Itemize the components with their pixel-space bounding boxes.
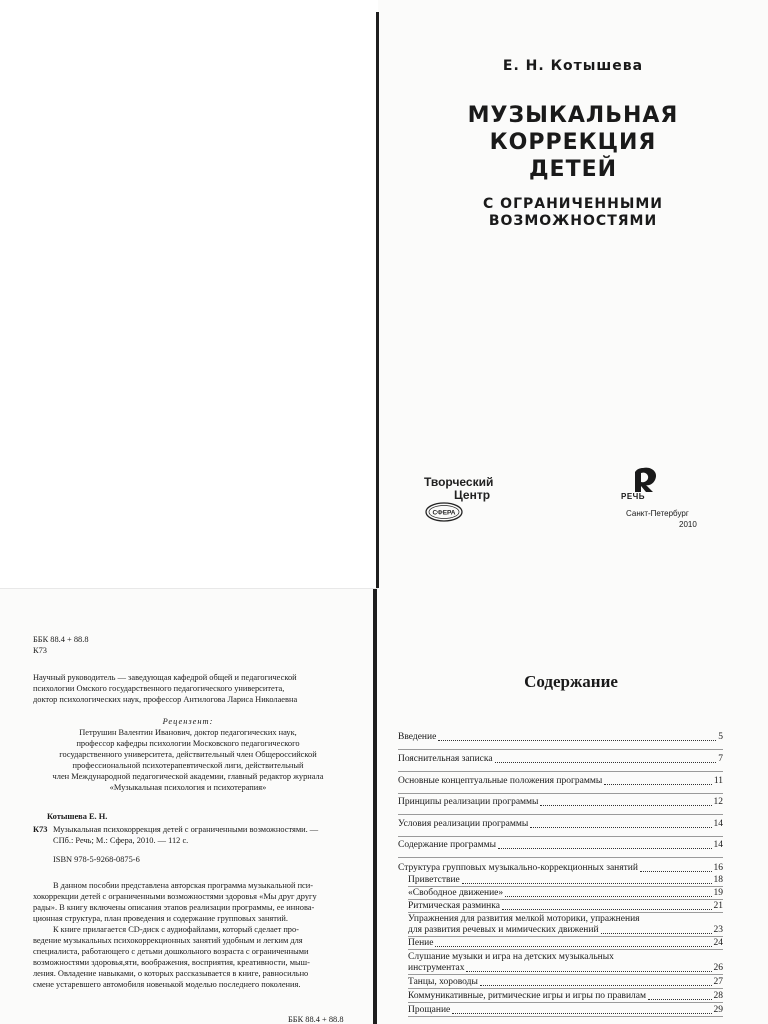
- toc-entry-label-continued: для развития речевых и мимических движений: [408, 925, 599, 935]
- toc-entry-label: Ритмическая разминка: [408, 901, 500, 911]
- description-line: смене устаревшего автомобиля новенькой моделью последнего поколения.: [33, 980, 301, 989]
- toc-subentry: [408, 963, 723, 974]
- description-line: ционная структура, план проведения и содержание групповых занятий.: [33, 914, 288, 923]
- toc-subentry: [408, 888, 723, 899]
- toc-page-number: 28: [713, 991, 723, 1001]
- publication-year: 2010: [679, 520, 697, 529]
- contents-title: Содержание: [524, 672, 618, 691]
- isbn: ISBN 978-5-9268-0875-6: [53, 855, 140, 864]
- toc-entry-label: Пение: [408, 938, 434, 948]
- reviewer-line: «Музыкальная психология и психотерапия»: [109, 783, 267, 792]
- divider: [408, 899, 723, 900]
- spine-fold-line: [373, 588, 377, 1024]
- reviewer-line: государственного университета, действительный член Общероссийской: [59, 750, 317, 759]
- toc-page-number: 18: [713, 875, 723, 885]
- toc-entry-label: Содержание программы: [398, 840, 497, 850]
- toc-subentry: [408, 925, 723, 936]
- reviewer-heading: Рецензент:: [162, 717, 214, 726]
- reviewer-line: Петрушин Валентин Иванович, доктор педагогических наук,: [79, 728, 297, 737]
- toc-page-number: 14: [713, 840, 723, 850]
- blank-page: [0, 0, 378, 588]
- toc-entry: [398, 863, 723, 874]
- udc-code: К73: [33, 646, 47, 655]
- toc-page-number: 29: [713, 1005, 723, 1015]
- divider: [398, 793, 723, 794]
- dot-leader: [452, 1013, 711, 1014]
- divider: [408, 912, 723, 913]
- divider: [398, 857, 723, 858]
- toc-entry: [398, 732, 723, 743]
- book-subtitle-line: ВОЗМОЖНОСТЯМИ: [488, 213, 658, 229]
- supervisor-line: психологии Омского государственного педагогического университета,: [33, 684, 285, 693]
- tvorcheskiy-tsentr-logo: [422, 476, 512, 526]
- toc-entry-label: Слушание музыки и игра на детских музыкальных: [408, 952, 614, 962]
- dot-leader: [438, 740, 716, 741]
- divider: [398, 771, 723, 772]
- toc-subentry: [408, 901, 723, 912]
- dot-leader: [648, 999, 711, 1000]
- toc-entry: [398, 754, 723, 765]
- contents-page: [376, 588, 768, 1024]
- dot-leader: [480, 985, 712, 986]
- toc-subentry: [408, 1005, 723, 1016]
- divider: [408, 1002, 723, 1003]
- toc-subentry: [408, 938, 723, 949]
- divider: [408, 936, 723, 937]
- toc-entry-label: Условия реализации программы: [398, 819, 529, 829]
- dot-leader: [601, 933, 712, 934]
- toc-page-number: 23: [713, 925, 723, 935]
- dot-leader: [604, 784, 712, 785]
- divider: [398, 814, 723, 815]
- description-line: возможностями здоровья,яти, воображения, восприятия, креативности, мыш-: [33, 958, 310, 967]
- dot-leader: [530, 827, 711, 828]
- rech-publisher-name: РЕЧЬ: [621, 492, 646, 501]
- book-subtitle: [378, 196, 768, 230]
- publisher-city: Санкт-Петербург: [626, 509, 689, 518]
- toc-subentry: [408, 977, 723, 988]
- toc-page-number: 5: [718, 732, 723, 742]
- dot-leader: [435, 946, 711, 947]
- toc-entry-label: Пояснительная записка: [398, 754, 493, 764]
- description-line: ведение музыкальных психокоррекционных занятий удобным и легким для: [33, 936, 303, 945]
- description-line: специалиста, работающего с детьми дошкольного возраста с ограниченными: [33, 947, 309, 956]
- spine-fold-line: [376, 12, 379, 588]
- divider: [408, 1016, 723, 1017]
- toc-entry-label-continued: инструментах: [408, 963, 465, 973]
- toc-entry: [398, 840, 723, 851]
- reviewer-line: профессиональной психотерапевтической лиги, действительный: [72, 761, 304, 770]
- author-name: Е. Н. Котышева: [502, 58, 644, 74]
- toc-page-number: 14: [713, 819, 723, 829]
- toc-page-number: 16: [713, 863, 723, 873]
- dot-leader: [505, 896, 711, 897]
- colophon-page: [0, 588, 376, 1024]
- toc-entry-label: Коммуникативные, ритмические игры и игры по правилам: [408, 991, 647, 1001]
- dot-leader: [495, 762, 717, 763]
- toc-subentry: [408, 991, 723, 1002]
- sfera-badge-text: СФЕРА: [432, 509, 456, 517]
- page-boundary: [0, 588, 378, 589]
- toc-page-number: 12: [713, 797, 723, 807]
- reviewer-line: член Международной педагогической академии, главный редактор журнала: [52, 772, 324, 781]
- divider: [408, 974, 723, 975]
- toc-entry-label: Приветствие: [408, 875, 460, 885]
- description-line: рады». В книгу включены описания этапов реализации программы, ее иннова-: [33, 903, 315, 912]
- dot-leader: [466, 971, 711, 972]
- toc-subentry: [408, 875, 723, 886]
- divider: [408, 886, 723, 887]
- toc-entry-label: Структура групповых музыкально-коррекционных занятий: [398, 863, 638, 873]
- description-line: В данном пособии представлена авторская программа музыкальной пси-: [53, 881, 314, 890]
- toc-entry-label: Танцы, хороводы: [408, 977, 478, 987]
- dot-leader: [462, 883, 712, 884]
- description-line: К книге прилагается CD-диск с аудиофайлами, который сделает про-: [53, 925, 299, 934]
- divider: [398, 836, 723, 837]
- logo-text-line: Творческий: [424, 475, 494, 489]
- description-line: ления. Овладение навыками, о которых рассказывается в книге, равносильно: [33, 969, 309, 978]
- divider: [408, 949, 723, 950]
- supervisor-line: доктор психологических наук, профессор Антилогова Лариса Николаевна: [33, 695, 298, 704]
- toc-page-number: 26: [713, 963, 723, 973]
- book-title: [378, 102, 768, 183]
- title-page: [378, 0, 768, 588]
- catalog-line: Музыкальная психокоррекция детей с ограниченными возможностями. —: [53, 825, 319, 834]
- book-title-line: МУЗЫКАЛЬНАЯ: [467, 103, 679, 128]
- toc-entry-label: Введение: [398, 732, 437, 742]
- toc-page-number: 11: [713, 776, 723, 786]
- bbk-code-bottom: ББК 88.4 + 88.8: [288, 1015, 344, 1024]
- toc-page-number: 27: [713, 977, 723, 987]
- book-title-line: КОРРЕКЦИЯ: [489, 130, 657, 155]
- reviewer-line: профессор кафедры психологии Московского педагогического: [76, 739, 300, 748]
- author-entry: Котышева Е. Н.: [47, 812, 108, 821]
- toc-page-number: 24: [713, 938, 723, 948]
- description-line: хокоррекции детей с ограниченными возможностями здоровья «Мы друг другу: [33, 892, 317, 901]
- divider: [408, 988, 723, 989]
- sfera-oval-icon: [424, 501, 464, 523]
- toc-entry: [398, 819, 723, 830]
- book-title-line: ДЕТЕЙ: [528, 157, 618, 182]
- catalog-line: СПб.: Речь; М.: Сфера, 2010. — 112 с.: [53, 836, 189, 845]
- toc-page-number: 21: [713, 901, 723, 911]
- bbk-code: ББК 88.4 + 88.8: [33, 635, 89, 644]
- toc-page-number: 7: [718, 754, 723, 764]
- toc-entry: [398, 776, 723, 787]
- divider: [398, 749, 723, 750]
- toc-entry-label: Упражнения для развития мелкой моторики, упражнения: [408, 914, 640, 924]
- supervisor-line: Научный руководитель — заведующая кафедрой общей и педагогической: [33, 673, 297, 682]
- catalog-code: К73: [33, 825, 48, 834]
- dot-leader: [540, 805, 711, 806]
- book-subtitle-line: С ОГРАНИЧЕННЫМИ: [483, 196, 663, 212]
- toc-entry: [398, 797, 723, 808]
- toc-entry-label: Принципы реализации программы: [398, 797, 539, 807]
- logo-text-line: Центр: [454, 488, 491, 502]
- toc-page-number: 19: [713, 888, 723, 898]
- toc-entry-label: Основные концептуальные положения программы: [398, 776, 603, 786]
- dot-leader: [498, 848, 711, 849]
- dot-leader: [640, 871, 712, 872]
- toc-entry-label: «Свободное движение»: [408, 888, 504, 898]
- dot-leader: [502, 909, 712, 910]
- toc-entry-label: Прощание: [408, 1005, 451, 1015]
